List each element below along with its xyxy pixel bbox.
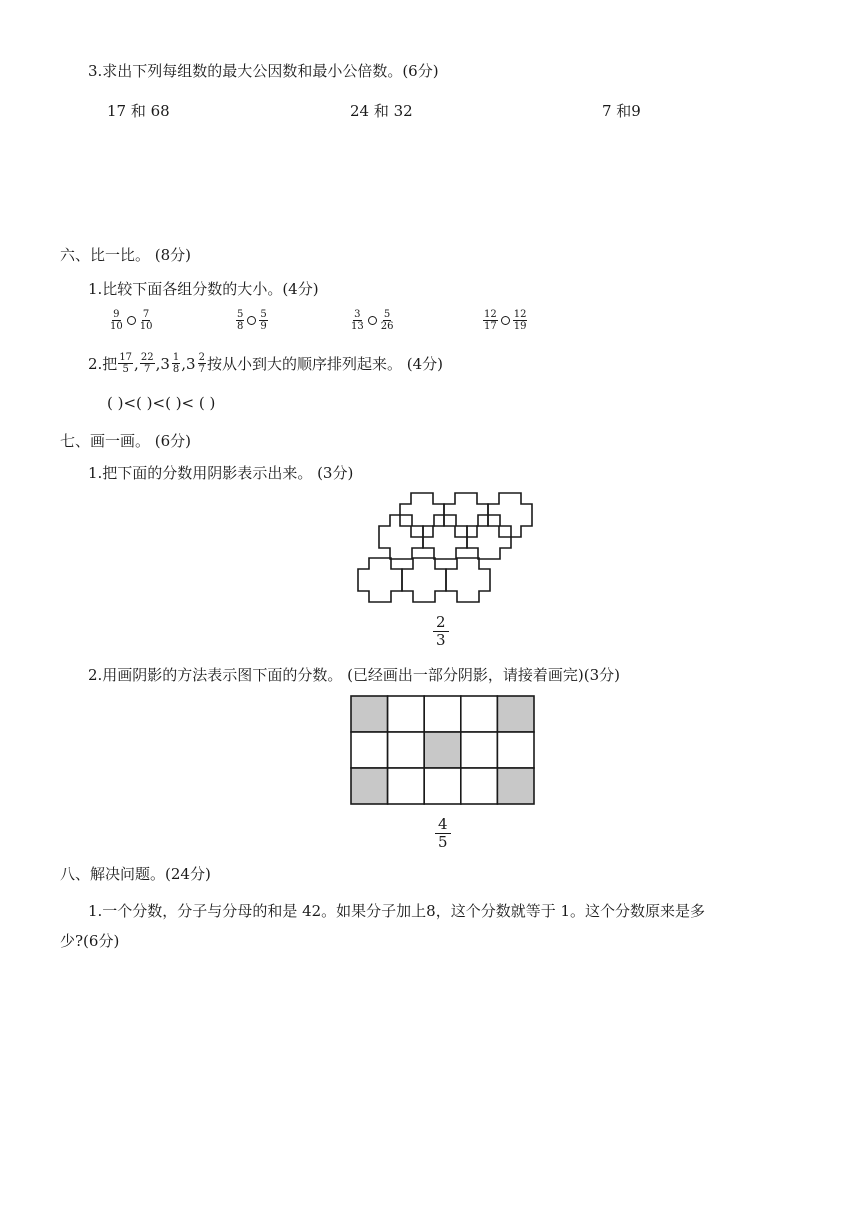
comma-separator: , — [155, 354, 161, 373]
grid-cell-shaded[interactable] — [351, 696, 388, 732]
question-prefix: 2.把 — [88, 355, 118, 373]
question-title: 3.求出下列每组数的最大公因数和最小公倍数。(6分) — [88, 62, 439, 80]
comma-separator: , — [181, 354, 187, 373]
grid-cell[interactable] — [461, 768, 498, 804]
section-heading: 八、解决问题。(24分) — [60, 865, 211, 883]
question-title: 1.比较下面各组分数的大小。(4分) — [88, 280, 319, 298]
fraction: $\frac{5}{9}$ — [260, 309, 267, 332]
fraction: $\frac{5}{8}$ — [237, 309, 244, 332]
fraction: $\frac{2}{7}$ — [198, 352, 205, 375]
grid-cell[interactable] — [388, 768, 425, 804]
grid-cell-shaded[interactable] — [497, 768, 534, 804]
section-heading: 七、画一画。 (6分) — [60, 432, 192, 450]
fraction: $\frac{22}{7}$ — [140, 352, 154, 375]
grid-cell[interactable] — [461, 732, 498, 768]
grid-cell-shaded[interactable] — [351, 768, 388, 804]
fraction: $\frac{17}{5}$ — [119, 352, 133, 375]
question-title: 1.把下面的分数用阴影表示出来。 (3分) — [88, 464, 354, 482]
grid-cell[interactable] — [388, 696, 425, 732]
mixed-number: 3 $\frac{2}{7}$ — [186, 352, 205, 375]
fraction: $\frac{7}{10}$ — [139, 309, 153, 332]
fraction: $\frac{3}{13}$ — [351, 309, 364, 332]
fraction-label: $\frac{2}{3}$ — [433, 614, 449, 649]
fraction: $\frac{12}{17}$ — [484, 309, 497, 332]
grid-cell[interactable] — [461, 696, 498, 732]
question-title: 2.用画阴影的方法表示图下面的分数。 (已经画出一部分阴影，请接着画完)(3分) — [88, 666, 621, 684]
word-problem-line: 少?(6分) — [60, 932, 120, 950]
number-pair: 7 和9 — [602, 102, 641, 120]
word-problem-line: 1.一个分数，分子与分母的和是 42。如果分子加上8，这个分数就等于 1。这个分数原来是多 — [88, 902, 706, 920]
question-suffix: 按从小到大的顺序排列起来。 (4分) — [206, 355, 443, 373]
grid-cell-shaded[interactable] — [497, 696, 534, 732]
number-pair: 24 和 32 — [350, 102, 413, 120]
section-heading: 六、比一比。 (8分) — [60, 246, 192, 264]
fraction: $\frac{9}{10}$ — [110, 309, 123, 332]
number-pair: 17 和 68 — [107, 102, 170, 120]
fraction-label: $\frac{4}{5}$ — [435, 816, 451, 851]
grid-cell-shaded[interactable] — [424, 732, 461, 768]
grid-cell[interactable] — [424, 696, 461, 732]
grid-cell[interactable] — [424, 768, 461, 804]
comma-separator: , — [134, 354, 139, 373]
grid-cell[interactable] — [388, 732, 425, 768]
grid-cell[interactable] — [497, 732, 534, 768]
grid-cell[interactable] — [351, 732, 388, 768]
answer-blanks: ( )<( )<( )< ( ) — [107, 394, 216, 412]
fraction: $\frac{5}{26}$ — [380, 309, 394, 332]
fraction: $\frac{12}{19}$ — [513, 309, 527, 332]
fraction: $\frac{1}{8}$ — [172, 352, 180, 375]
mixed-number: 3 $\frac{1}{8}$ — [160, 352, 180, 375]
